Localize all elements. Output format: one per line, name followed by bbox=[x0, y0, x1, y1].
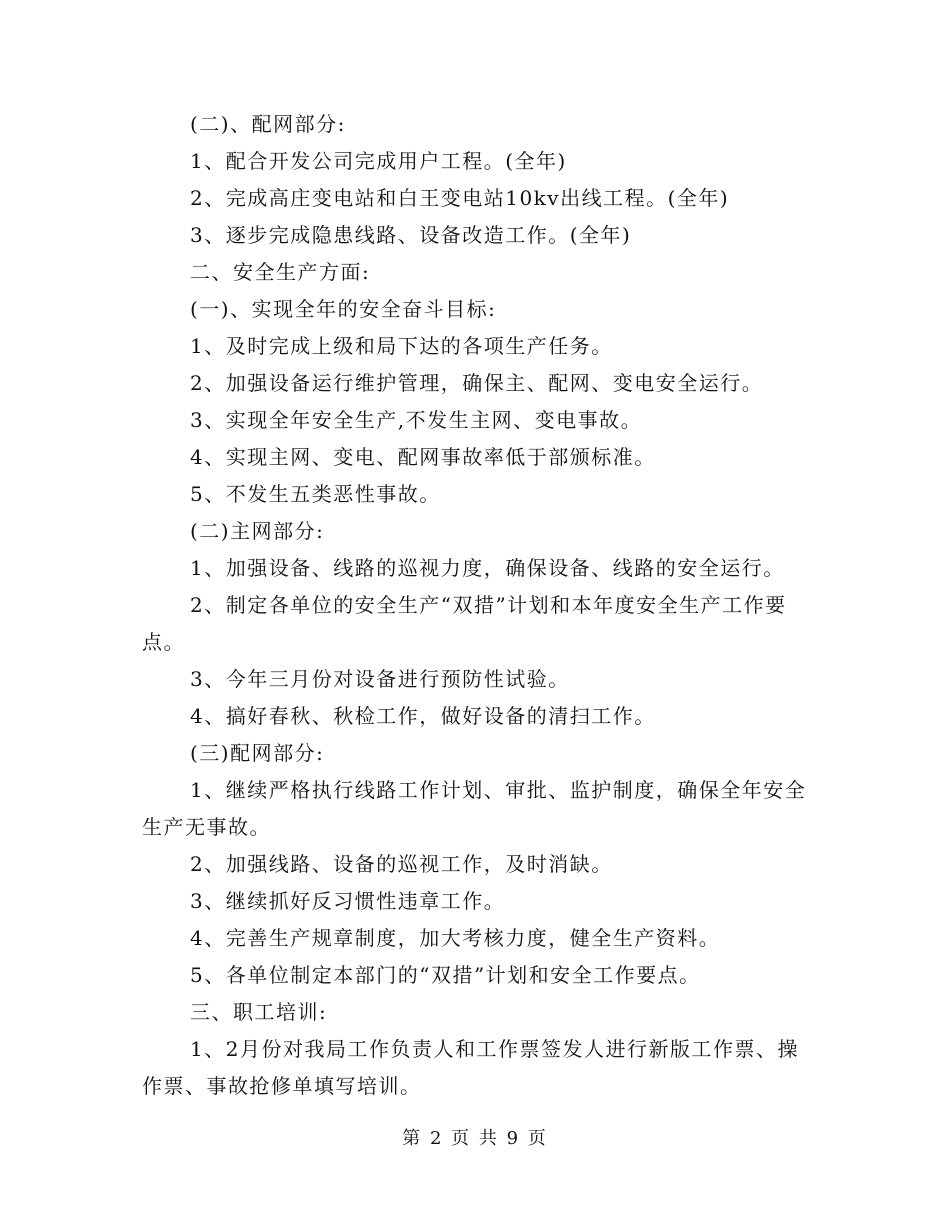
section-heading: 二、安全生产方面: bbox=[190, 260, 371, 284]
paragraph: 1、2月份对我局工作负责人和工作票签发人进行新版工作票、操作票、事故抢修单填写培训。 bbox=[142, 1037, 799, 1098]
paragraph: 2、加强设备运行维护管理，确保主、配网、变电安全运行。 bbox=[190, 371, 764, 395]
paragraph: 2、完成高庄变电站和白王变电站10kv出线工程。(全年) bbox=[190, 186, 730, 210]
paragraph: 3、今年三月份对设备进行预防性试验。 bbox=[190, 667, 570, 691]
paragraph: 4、实现主网、变电、配网事故率低于部颁标准。 bbox=[190, 445, 656, 469]
paragraph: 1、加强设备、线路的巡视力度，确保设备、线路的安全运行。 bbox=[190, 556, 785, 580]
subsection-heading: (一)、实现全年的安全奋斗目标: bbox=[190, 297, 497, 321]
paragraph: 3、继续抓好反习惯性违章工作。 bbox=[190, 889, 506, 913]
paragraph: 2、制定各单位的安全生产“双措”计划和本年度安全生产工作要点。 bbox=[142, 593, 787, 654]
page-number-footer: 第 2 页 共 9 页 bbox=[402, 1128, 548, 1149]
section-heading: 三、职工培训: bbox=[190, 1000, 328, 1024]
subsection-heading: (三)配网部分: bbox=[190, 741, 325, 765]
paragraph: 5、各单位制定本部门的“双措”计划和安全工作要点。 bbox=[190, 963, 701, 987]
paragraph: 1、继续严格执行线路工作计划、审批、监护制度，确保全年安全生产无事故。 bbox=[142, 778, 807, 839]
paragraph: 3、逐步完成隐患线路、设备改造工作。(全年) bbox=[190, 223, 632, 247]
paragraph: 5、不发生五类恶性事故。 bbox=[190, 482, 441, 506]
paragraph: 3、实现全年安全生产,不发生主网、变电事故。 bbox=[190, 408, 643, 432]
paragraph: 1、及时完成上级和局下达的各项生产任务。 bbox=[190, 334, 613, 358]
document-body bbox=[142, 106, 814, 1105]
paragraph: 2、加强线路、设备的巡视工作，及时消缺。 bbox=[190, 852, 613, 876]
subsection-heading: (二)主网部分: bbox=[190, 519, 325, 543]
paragraph: 4、搞好春秋、秋检工作，做好设备的清扫工作。 bbox=[190, 704, 656, 728]
paragraph: (二)、配网部分: bbox=[190, 112, 346, 136]
paragraph: 4、完善生产规章制度，加大考核力度，健全生产资料。 bbox=[190, 926, 721, 950]
paragraph: 1、配合开发公司完成用户工程。(全年) bbox=[190, 149, 567, 173]
